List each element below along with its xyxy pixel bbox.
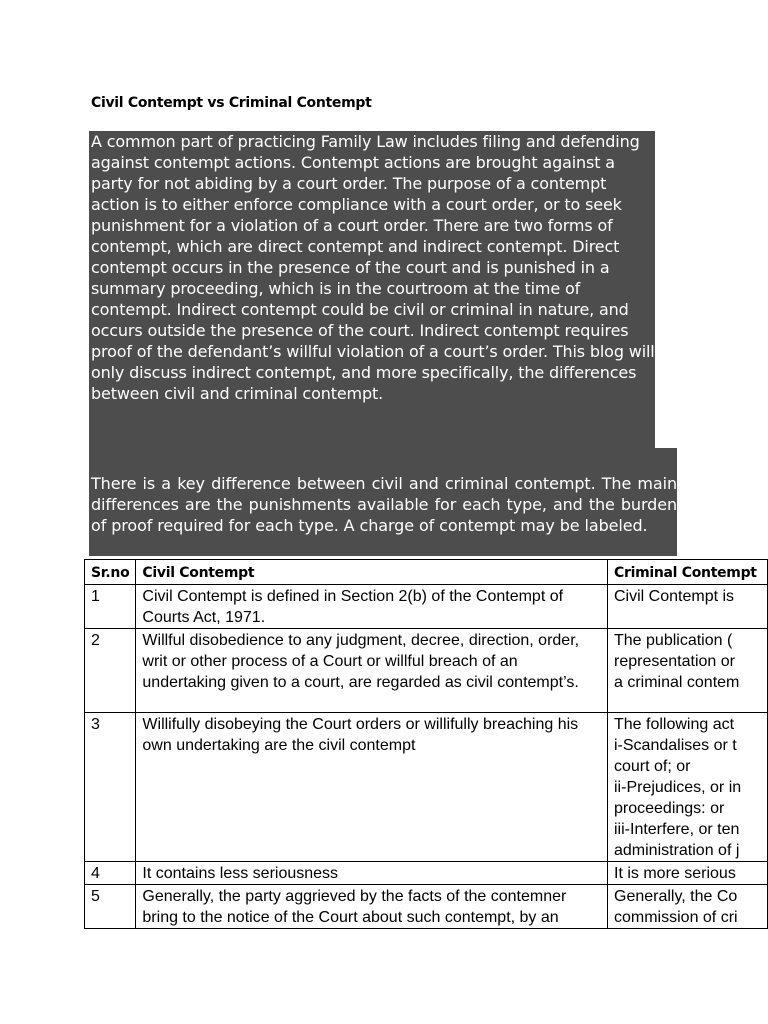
criminal-cell — [608, 885, 768, 929]
civil-cell: Generally, the party aggrieved by the facts of the contemner bring to the notice of the Court about such contempt, by an — [136, 885, 608, 929]
row-number: 3 — [85, 713, 136, 862]
civil-cell: Willful disobedience to any judgment, decree, direction, order, writ or other process of a Court or willful breach of an undertaking given to a court, are regarded as civil contempt’s. — [136, 629, 608, 713]
criminal-line: The publication ( — [614, 632, 733, 649]
criminal-cell — [608, 862, 768, 885]
criminal-line: The following act — [614, 716, 735, 733]
criminal-line: representation or — [614, 653, 735, 670]
criminal-line: Civil Contempt is — [614, 588, 735, 605]
criminal-cell — [608, 713, 768, 862]
criminal-line: It is more serious — [614, 865, 736, 882]
criminal-cell — [608, 585, 768, 629]
row-number: 5 — [85, 885, 136, 929]
comparison-table — [84, 559, 768, 929]
row-number: 1 — [85, 585, 136, 629]
criminal-line: ii-Prejudices, or in — [614, 779, 742, 796]
difference-paragraph: There is a key difference between civil and criminal contempt. The main differences are the punishments available for each type, and the burden of proof required for each type. A charge of contempt may be labeled. — [89, 448, 677, 556]
criminal-line: proceedings: or — [614, 800, 725, 817]
civil-cell: Civil Contempt is defined in Section 2(b) of the Contempt of Courts Act, 1971. — [136, 585, 608, 629]
civil-cell: It contains less seriousness — [136, 862, 608, 885]
table-row — [85, 585, 768, 629]
header-civil-contempt: Civil Contempt — [136, 560, 608, 585]
table-row — [85, 885, 768, 929]
criminal-line: i-Scandalises or t — [614, 737, 737, 754]
criminal-line: iii-Interfere, or ten — [614, 821, 740, 838]
criminal-line: Generally, the Co — [614, 888, 738, 905]
table-header-row — [85, 560, 768, 585]
table-row — [85, 862, 768, 885]
header-criminal-contempt: Criminal Contempt — [608, 560, 768, 585]
header-sr-no: Sr.no — [85, 560, 136, 585]
row-number: 2 — [85, 629, 136, 713]
row-number: 4 — [85, 862, 136, 885]
page-title: Civil Contempt vs Criminal Contempt — [91, 95, 372, 111]
criminal-line: court of; or — [614, 758, 691, 775]
criminal-line: administration of j — [614, 842, 740, 859]
criminal-line: a criminal contem — [614, 674, 740, 691]
table-row — [85, 629, 768, 713]
intro-paragraph: A common part of practicing Family Law includes filing and defending against contempt actions. Contempt actions are brought against a party for not abiding by a court order. The purpose of a contempt action is to either enforce compliance with a court order, or to seek punishment for a violation of a court order. There are two forms of contempt, which are direct contempt and indirect contempt. Direct contempt occurs in the presence of the court and is punished in a summary proceeding, which is in the courtroom at the time of contempt. Indirect contempt could be civil or criminal in nature, and occurs outside the presence of the court. Indirect contempt requires proof of the defendant’s willful violation of a court’s order. This blog will only discuss indirect contempt, and more specifically, the differences between civil and criminal contempt. — [89, 131, 655, 448]
criminal-line: commission of cri — [614, 909, 738, 926]
criminal-cell — [608, 629, 768, 713]
table-row — [85, 713, 768, 862]
civil-cell: Willifully disobeying the Court orders or willifully breaching his own undertaking are the civil contempt — [136, 713, 608, 862]
